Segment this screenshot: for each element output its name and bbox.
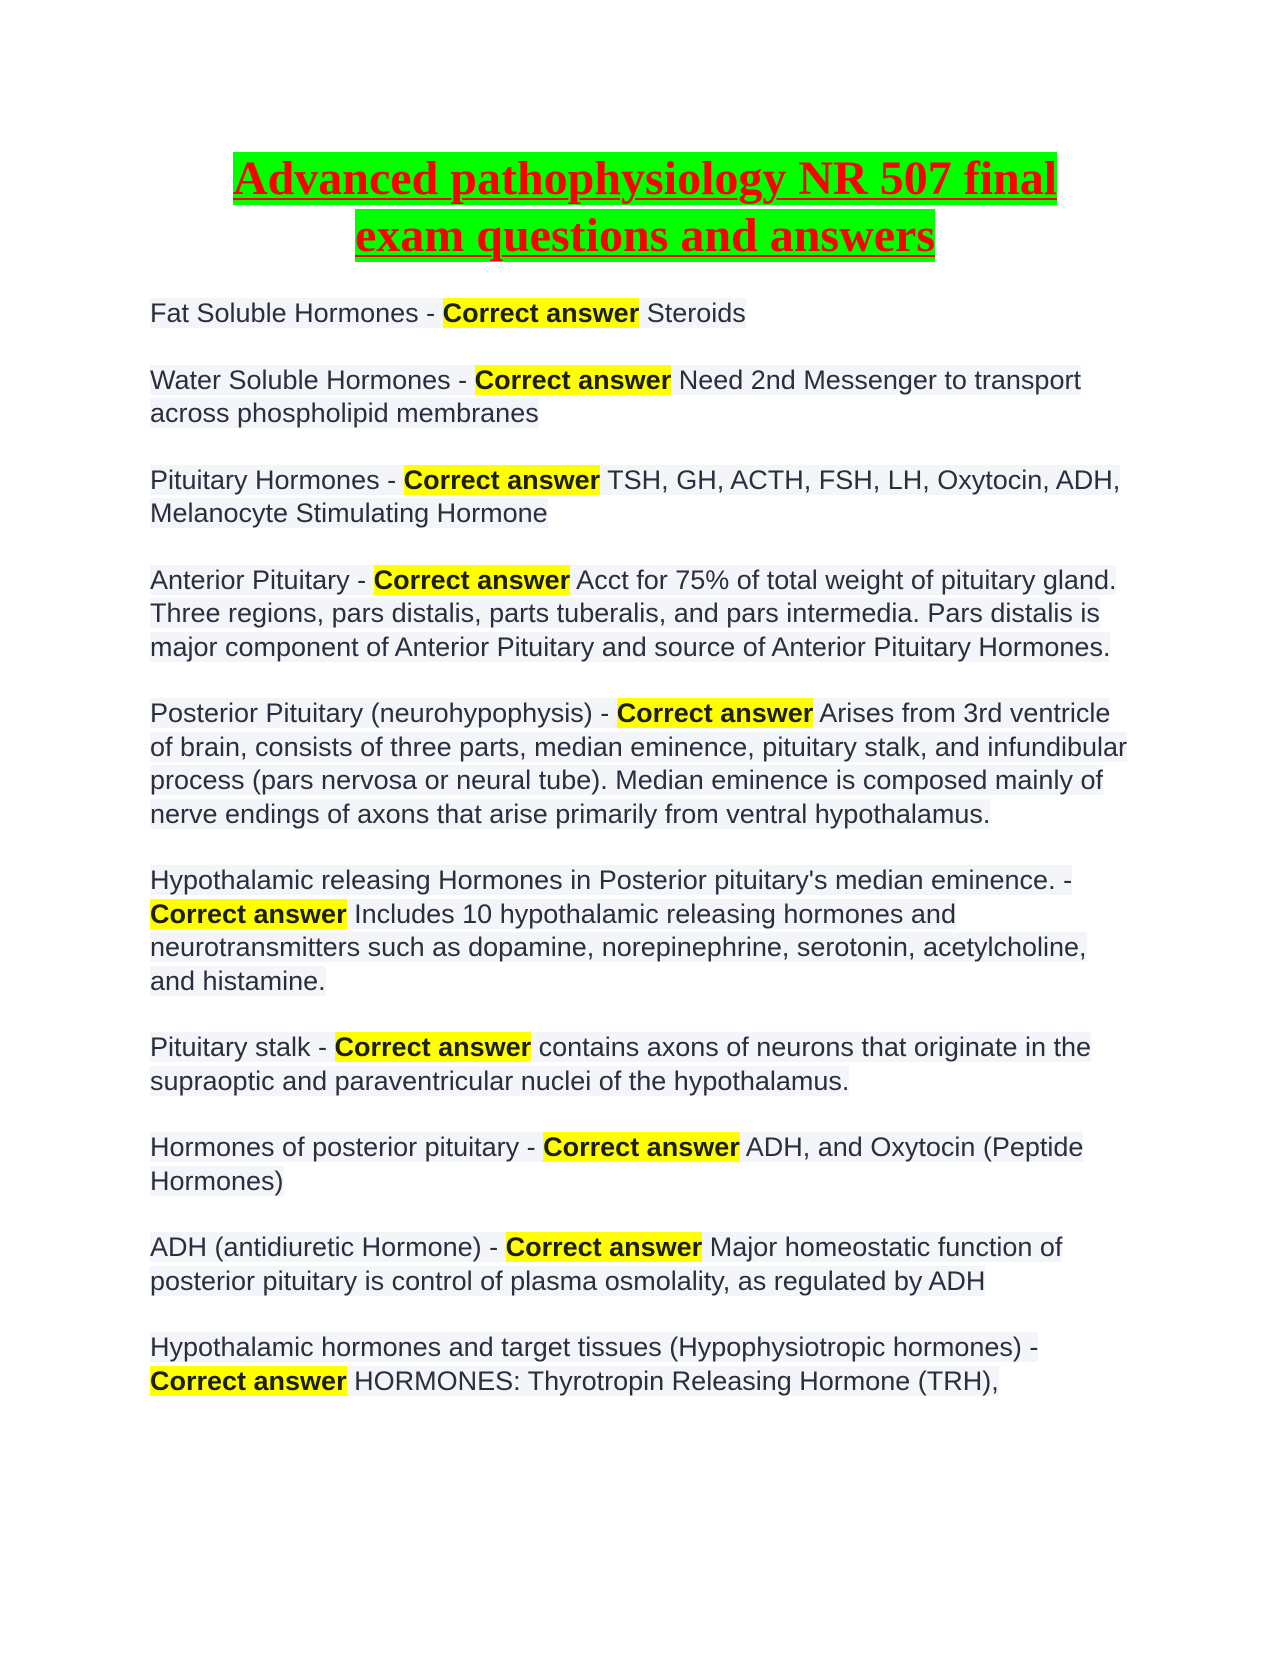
correct-answer-label: Correct answer <box>474 364 672 395</box>
question-text: Water Soluble Hormones - <box>150 364 475 395</box>
qa-item-hypophysiotropic-hormones <box>150 1331 1135 1398</box>
answer-text: HORMONES: Thyrotropin Releasing Hormone (TRH), <box>346 1365 999 1396</box>
question-text: Hypothalamic hormones and target tissues (Hypophysiotropic hormones) - <box>150 1332 1039 1362</box>
qa-item-posterior-pituitary <box>150 697 1135 831</box>
question-text: Anterior Pituitary - <box>150 564 374 595</box>
qa-list <box>150 297 1135 1431</box>
qa-item-adh <box>150 1231 1135 1298</box>
question-text: Pituitary Hormones - <box>150 464 404 495</box>
correct-answer-label: Correct answer <box>403 464 601 495</box>
qa-item-anterior-pituitary <box>150 564 1135 665</box>
qa-item-hypothalamic-releasing-hormones <box>150 864 1135 998</box>
answer-text: Arises from 3rd ventricle of brain, consists of three parts, median eminence, pituitary stalk, and infundibular process (pars nervosa or neural tube). Median eminence is composed mainly of nerve endings of axons that arise primarily from ventral hypothalamus. <box>150 698 1128 829</box>
answer-text: contains axons of neurons that originate in the supraoptic and paraventricular nuclei of the hypothalamus. <box>150 1032 1092 1096</box>
question-text: Hypothalamic releasing Hormones in Posterior pituitary's median eminence. - <box>150 865 1073 895</box>
correct-answer-label: Correct answer <box>543 1132 740 1162</box>
title-line-2: exam questions and answers <box>354 209 936 262</box>
correct-answer-label: Correct answer <box>616 698 814 728</box>
title-line-1: Advanced pathophysiology NR 507 final <box>232 152 1058 205</box>
qa-item-hormones-of-posterior-pituitary <box>150 1131 1135 1198</box>
correct-answer-label: Correct answer <box>373 564 571 595</box>
question-text: Pituitary stalk - <box>150 1032 335 1062</box>
answer-text: Need 2nd Messenger to transport across phospholipid membranes <box>150 364 1081 428</box>
qa-item-pituitary-hormones <box>150 464 1135 531</box>
answer-text: Includes 10 hypothalamic releasing hormones and neurotransmitters such as dopamine, norepinephrine, serotonin, acetylcholine, and histamine. <box>150 898 1087 996</box>
question-text: Fat Soluble Hormones - <box>150 298 443 328</box>
question-text: Hormones of posterior pituitary - <box>150 1132 544 1162</box>
correct-answer-label: Correct answer <box>150 1365 347 1396</box>
answer-text: Acct for 75% of total weight of pituitary gland. Three regions, pars distalis, parts tuberalis, and pars intermedia. Pars distalis is major component of Anterior Pituitary and source of Anterior Pituitary Hormones. <box>150 564 1117 662</box>
answer-text: Major homeostatic function of posterior pituitary is control of plasma osmolality, as regulated by ADH <box>150 1232 1063 1296</box>
qa-item-fat-soluble-hormones <box>150 297 1135 331</box>
answer-text: TSH, GH, ACTH, FSH, LH, Oxytocin, ADH, Melanocyte Stimulating Hormone <box>150 464 1121 528</box>
qa-item-water-soluble-hormones <box>150 364 1135 431</box>
question-text: ADH (antidiuretic Hormone) - <box>150 1232 506 1262</box>
qa-item-pituitary-stalk <box>150 1031 1135 1098</box>
correct-answer-label: Correct answer <box>505 1232 703 1262</box>
correct-answer-label: Correct answer <box>442 298 640 328</box>
correct-answer-label: Correct answer <box>334 1032 532 1062</box>
document-title <box>150 150 1140 264</box>
correct-answer-label: Correct answer <box>150 898 347 929</box>
answer-text: ADH, and Oxytocin (Peptide Hormones) <box>150 1132 1084 1196</box>
answer-text: Steroids <box>639 298 746 328</box>
question-text: Posterior Pituitary (neurohypophysis) - <box>150 698 617 728</box>
